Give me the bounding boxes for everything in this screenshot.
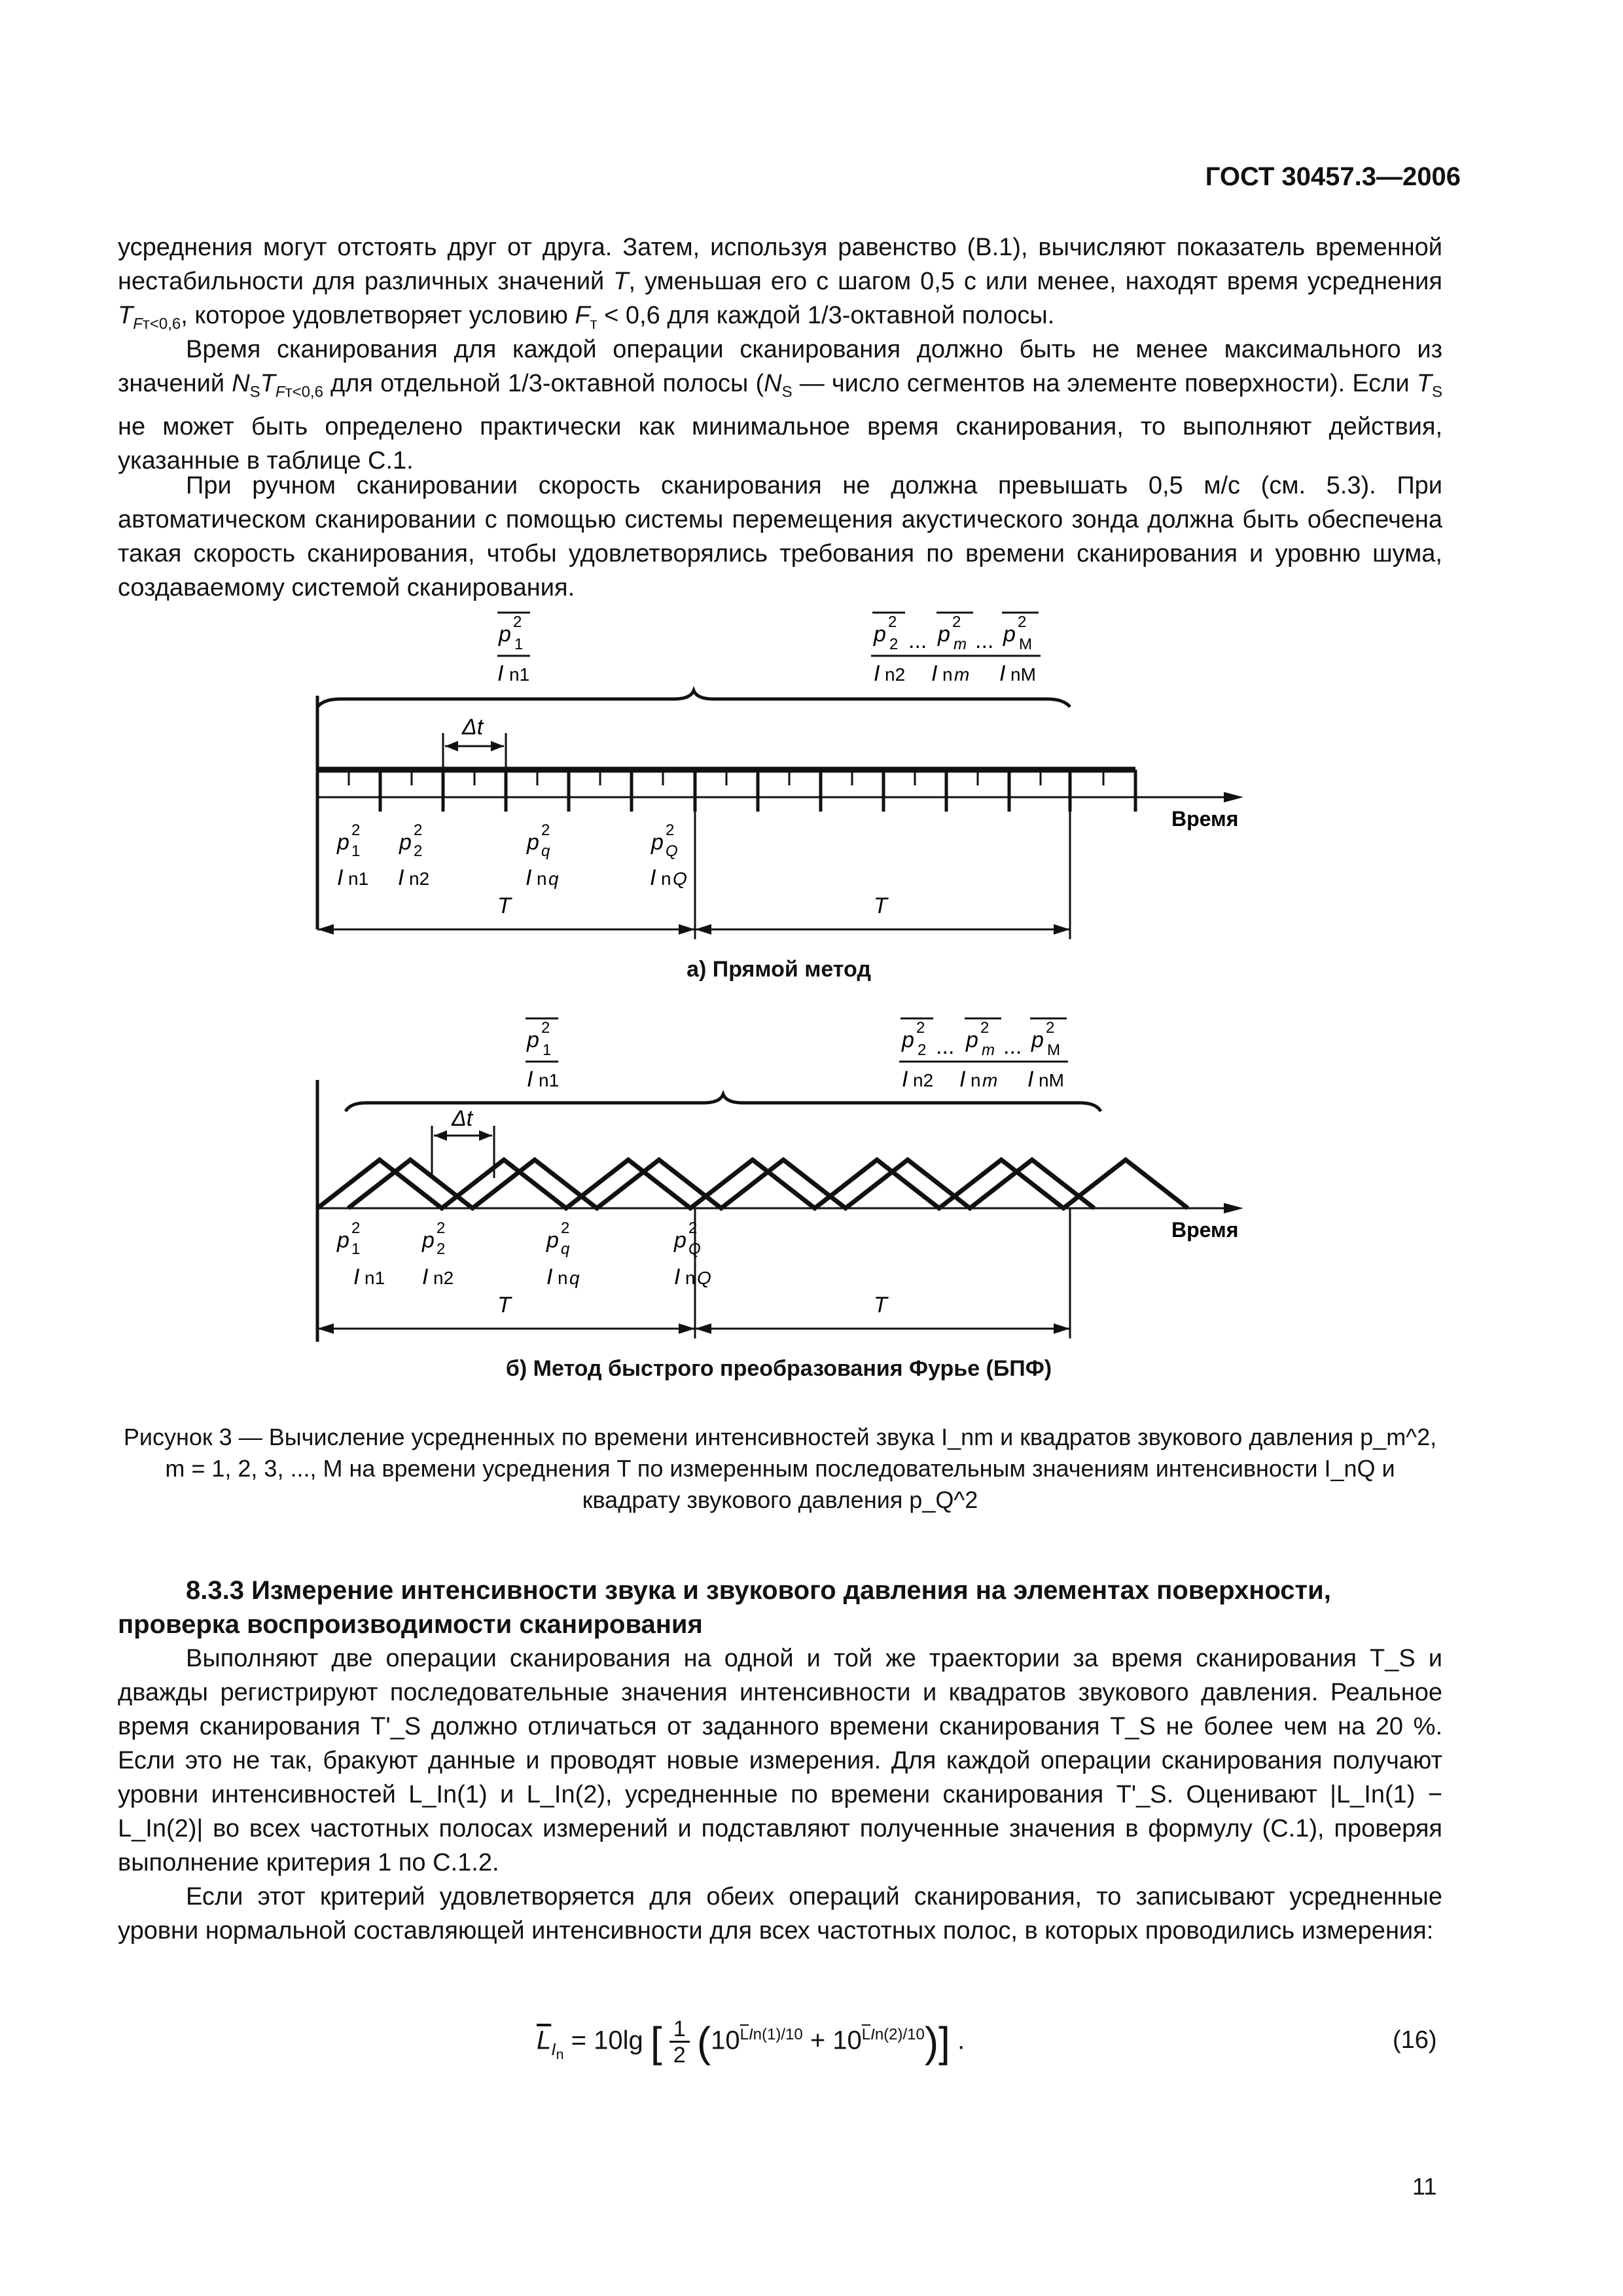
axis-label-a: Время <box>1171 807 1239 831</box>
svg-text:...: ... <box>975 628 994 653</box>
svg-text:p: p <box>527 830 539 855</box>
equation-number: (16) <box>1393 2026 1437 2054</box>
svg-text:I: I <box>422 1265 429 1289</box>
svg-text:p: p <box>527 1028 539 1052</box>
caption-line-3: квадрату звукового давления p_Q^2 <box>582 1486 978 1513</box>
svg-text:n1: n1 <box>348 869 369 889</box>
period-label-a1: T <box>497 893 511 918</box>
paragraph-3: При ручном сканировании скорость сканирования не должна превышать 0,5 м/с (см. 5.3). При автоматическом сканировании с помощью системы перемещения акустического зонда должна быть обеспечена такая скорость сканирования, чтобы удовлетворялись требования по времени сканирования и уровню шума, создаваемому системой сканирования. <box>118 472 1442 601</box>
svg-text:I: I <box>650 865 656 890</box>
svg-text:2: 2 <box>1018 613 1027 631</box>
caption-line-2: m = 1, 2, 3, ..., M на времени усреднения T по измеренным последовательным значениям интенсивности I_nQ и <box>165 1455 1395 1482</box>
svg-text:p: p <box>651 830 664 855</box>
svg-text:I: I <box>353 1265 360 1289</box>
period-label-b1: T <box>497 1293 511 1318</box>
figure-label-a: а) Прямой метод <box>687 957 871 982</box>
svg-text:2: 2 <box>351 821 361 839</box>
svg-text:2: 2 <box>437 1219 446 1237</box>
svg-text:2: 2 <box>666 821 675 839</box>
page-number: 11 <box>1412 2173 1437 2200</box>
svg-text:q: q <box>569 1268 580 1288</box>
svg-text:2: 2 <box>414 842 423 860</box>
svg-text:p: p <box>546 1228 559 1253</box>
svg-text:n: n <box>971 1070 981 1090</box>
delta-t-label-b: Δt <box>452 1106 473 1131</box>
period-label-b2: T <box>874 1293 887 1318</box>
svg-text:q: q <box>548 869 559 889</box>
svg-text:2: 2 <box>541 1019 550 1037</box>
svg-text:2: 2 <box>688 1219 698 1237</box>
svg-text:p: p <box>422 1228 435 1253</box>
svg-text:2: 2 <box>541 821 550 839</box>
svg-text:2: 2 <box>889 636 899 653</box>
svg-text:Q: Q <box>697 1268 711 1288</box>
svg-text:n: n <box>685 1268 696 1288</box>
svg-text:n: n <box>537 869 547 889</box>
svg-text:p: p <box>938 622 950 647</box>
svg-text:m: m <box>982 1041 995 1059</box>
svg-text:I: I <box>999 661 1006 686</box>
svg-text:2: 2 <box>916 1019 925 1037</box>
svg-text:2: 2 <box>437 1240 446 1258</box>
svg-text:1: 1 <box>351 1240 361 1258</box>
svg-text:I: I <box>874 661 880 686</box>
svg-text:n2: n2 <box>433 1268 454 1288</box>
svg-text:...: ... <box>936 1034 955 1059</box>
svg-text:m: m <box>954 664 970 685</box>
delta-t-label-a: Δt <box>462 715 484 740</box>
paragraph-2: Время сканирования для каждой операции сканирования должно быть не менее максимального из значений $N_ST_{Fт<0,6}$ для отдельной 1/3-октавной полосы ($N_S$ — число сегментов на элементе поверхности). Если $T_S$ не может быть определено практически как минимальное время сканирования, то выполняют действия, указанные в таблице С.1. <box>118 336 1443 475</box>
svg-text:I: I <box>959 1067 966 1092</box>
svg-text:Q: Q <box>673 869 687 889</box>
svg-text:I: I <box>674 1265 681 1289</box>
svg-text:Q: Q <box>688 1240 701 1258</box>
svg-text:n: n <box>558 1268 568 1288</box>
svg-text:n2: n2 <box>885 664 906 685</box>
period-label-a2: T <box>874 893 887 918</box>
svg-text:n2: n2 <box>913 1070 934 1090</box>
svg-text:I: I <box>526 865 532 890</box>
svg-text:p: p <box>874 622 886 647</box>
svg-text:2: 2 <box>952 613 961 631</box>
svg-text:...: ... <box>908 628 927 653</box>
paragraph-5: Если этот критерий удовлетворяется для обеих операций сканирования, то записывают усредненные уровни нормальной составляющей интенсивности для всех частотных полос, в которых проводились измерения: <box>118 1883 1442 1945</box>
svg-text:n1: n1 <box>365 1268 385 1288</box>
svg-text:p: p <box>1003 622 1016 647</box>
svg-text:2: 2 <box>918 1041 927 1059</box>
svg-text:2: 2 <box>513 613 522 631</box>
document-header: ГОСТ 30457.3—2006 <box>1205 162 1461 191</box>
svg-text:I: I <box>902 1067 908 1092</box>
svg-text:p: p <box>337 830 349 855</box>
svg-text:m: m <box>982 1070 998 1090</box>
svg-text:1: 1 <box>543 1041 552 1059</box>
section-heading: 8.3.3 Измерение интенсивности звука и звукового давления на элементах поверхности, проверка воспроизводимости сканирования <box>118 1576 1331 1639</box>
svg-text:M: M <box>1047 1041 1060 1059</box>
paragraph-4: Выполняют две операции сканирования на одной и той же траектории за время сканирования T_S и дважды регистрируют последовательные значения интенсивности и квадратов звукового давления. Реальное время сканирования T'_S должно отличаться от заданного времени сканирования T_S не более чем на 20 %. Если это не так, бракуют данные и проводят новые измерения. Для каждой операции сканирования получают уровни интенсивностей L_In(1) и L_In(2), усредненные по времени сканирования T'_S. Оценивают |L_In(1) − L_In(2)| во всех частотных полосах измерений и подставляют полученные значения в формулу (С.1), проверяя выполнение критерия 1 по С.1.2. <box>118 1645 1442 1876</box>
svg-text:1: 1 <box>351 842 361 860</box>
svg-text:n: n <box>942 664 953 685</box>
svg-text:n1: n1 <box>509 664 530 685</box>
svg-text:I: I <box>398 865 404 890</box>
svg-text:...: ... <box>1003 1034 1022 1059</box>
figure-caption <box>118 1422 1442 1516</box>
svg-text:2: 2 <box>414 821 423 839</box>
svg-text:q: q <box>561 1240 570 1258</box>
svg-text:M: M <box>1019 636 1032 653</box>
svg-text:I: I <box>337 865 344 890</box>
caption-line-1: Рисунок 3 — Вычисление усредненных по времени интенсивностей звука I_nm и квадратов звукового давления p_m^2, <box>123 1424 1437 1450</box>
svg-text:p: p <box>674 1228 687 1253</box>
svg-text:m: m <box>954 636 967 653</box>
svg-text:p: p <box>902 1028 914 1052</box>
svg-text:I: I <box>527 1067 533 1092</box>
equation-16: $\overline{L}_{I_n} = 10\lg$ [ 1 2 $(10^{\overline{L}In(1)/10} + 10^{\overline{L}In(2)/10})$] . <box>537 2017 965 2068</box>
svg-text:2: 2 <box>561 1219 570 1237</box>
svg-text:p: p <box>399 830 412 855</box>
svg-text:2: 2 <box>888 613 897 631</box>
svg-text:2: 2 <box>980 1019 990 1037</box>
paragraph-1: усреднения могут отстоять друг от друга. Затем, используя равенство (В.1), вычисляют показатель временной нестабильности для различных значений T, уменьшая его с шагом 0,5 с или менее, находят время усреднения $T_{Fт<0,6}$, которое удовлетворяет условию $F_т < 0,6$ для каждой 1/3-октавной полосы. <box>118 234 1442 333</box>
svg-text:p: p <box>499 622 511 647</box>
svg-text:nM: nM <box>1010 664 1036 685</box>
figure-label-b: б) Метод быстрого преобразования Фурье (БПФ) <box>505 1356 1052 1381</box>
svg-text:I: I <box>1027 1067 1034 1092</box>
svg-text:I: I <box>546 1265 553 1289</box>
svg-text:p: p <box>1031 1028 1044 1052</box>
svg-text:n: n <box>661 869 671 889</box>
svg-text:I: I <box>931 661 938 686</box>
svg-text:Q: Q <box>666 842 678 860</box>
svg-text:n2: n2 <box>409 869 430 889</box>
svg-text:q: q <box>541 842 550 860</box>
svg-text:nM: nM <box>1039 1070 1064 1090</box>
svg-text:1: 1 <box>514 636 524 653</box>
svg-text:2: 2 <box>1046 1019 1055 1037</box>
svg-text:2: 2 <box>351 1219 361 1237</box>
svg-text:p: p <box>337 1228 349 1253</box>
svg-text:n1: n1 <box>539 1070 560 1090</box>
axis-label-b: Время <box>1171 1218 1239 1242</box>
svg-text:p: p <box>966 1028 978 1052</box>
svg-text:I: I <box>497 661 504 686</box>
